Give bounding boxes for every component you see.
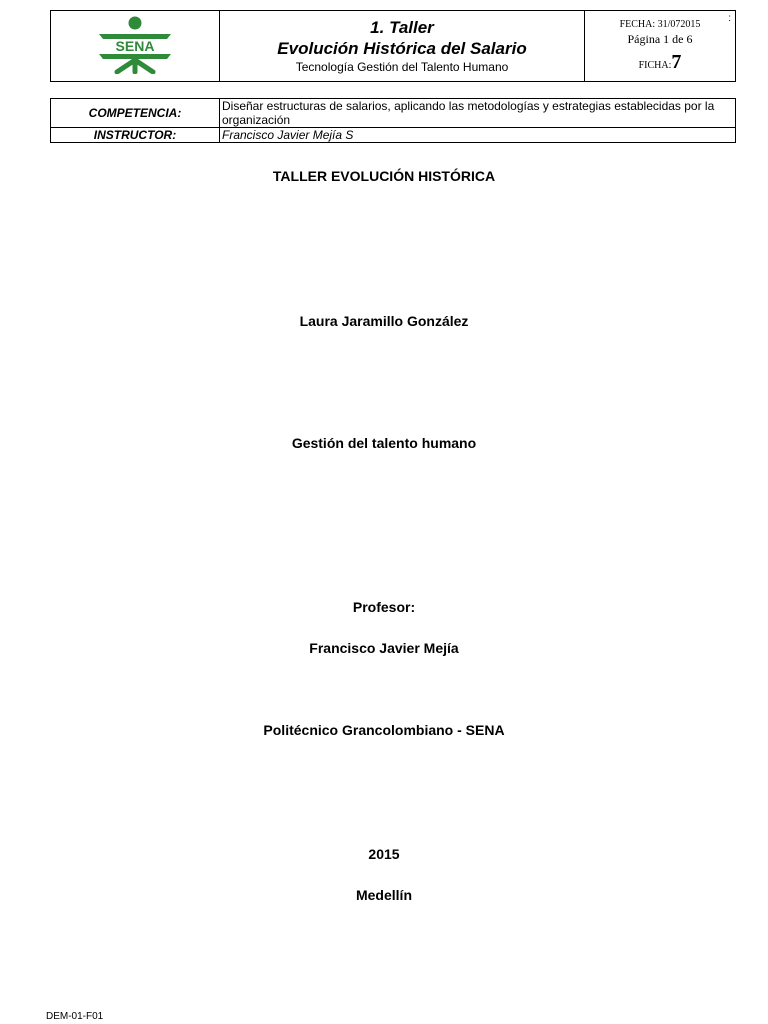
instructor-label: INSTRUCTOR: <box>51 128 220 143</box>
ficha <box>585 51 735 74</box>
title-line-1: 1. Taller <box>370 17 434 37</box>
corner-mark: : <box>728 13 731 24</box>
document-header <box>50 10 736 82</box>
ficha-value: 7 <box>671 50 682 73</box>
logo-cell <box>51 11 220 82</box>
profesor-name: Francisco Javier Mejía <box>309 640 459 656</box>
fecha: FECHA: 31/072015 <box>619 18 701 30</box>
profesor-label: Profesor: <box>352 599 416 615</box>
competencia-table <box>50 98 736 143</box>
student-name: Laura Jaramillo González <box>299 313 469 329</box>
footer-code: DEM-01-F01 <box>46 1011 104 1022</box>
title-line-2: Evolución Histórica del Salario <box>277 38 527 58</box>
page-heading: TALLER EVOLUCIÓN HISTÓRICA <box>272 168 496 184</box>
year: 2015 <box>368 846 400 862</box>
logo-lettering: SENA <box>115 37 155 54</box>
title-cell <box>220 11 585 82</box>
institution: Politécnico Grancolombiano - SENA <box>263 722 505 738</box>
ficha-label: FICHA: <box>638 59 672 71</box>
instructor-value: Francisco Javier Mejía S <box>220 128 736 143</box>
program-name: Gestión del talento humano <box>291 435 477 451</box>
meta-cell <box>585 11 736 82</box>
competencia-label: COMPETENCIA: <box>51 99 220 128</box>
competencia-value: Diseñar estructuras de salarios, aplicando las metodologías y estrategias establecidas por la organización <box>220 99 736 128</box>
sena-logo-icon <box>95 14 175 74</box>
subtitle: Tecnología Gestión del Talento Humano <box>295 59 509 74</box>
city: Medellín <box>355 887 412 903</box>
pagina: Página 1 de 6 <box>627 31 693 46</box>
